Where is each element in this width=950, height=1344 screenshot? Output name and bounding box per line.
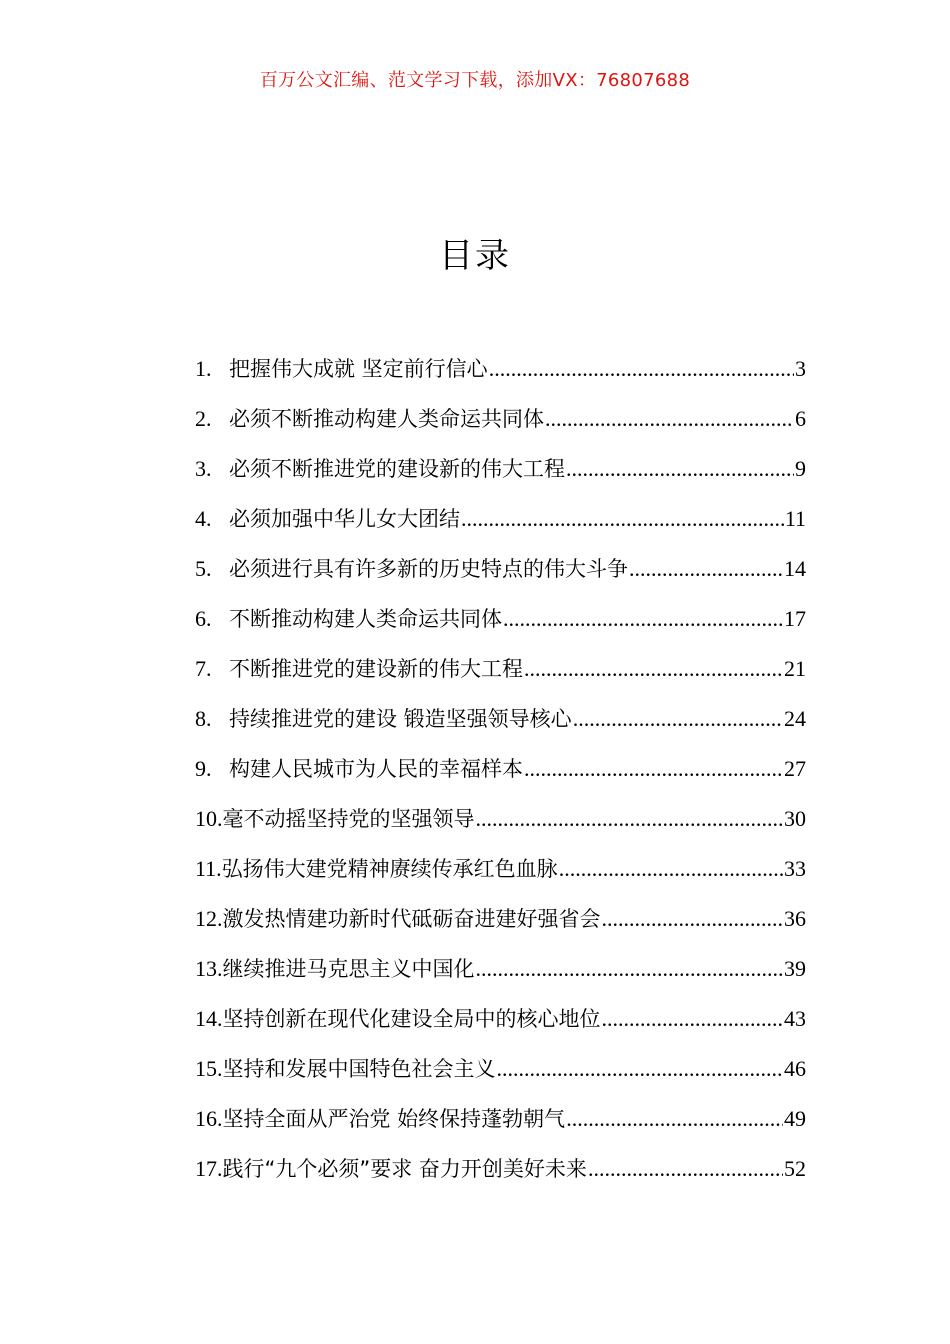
toc-entry-title: 必须不断推动构建人类命运共同体 (229, 407, 544, 431)
toc-entry-3[interactable] (195, 436, 806, 486)
toc-page-number: 52 (784, 1156, 806, 1181)
toc-dot-leader (545, 402, 794, 436)
toc-entry-number: 4. (195, 506, 212, 531)
toc-dot-leader (476, 802, 784, 836)
toc-entry-title: 必须不断推进党的建设新的伟大工程 (229, 457, 565, 481)
toc-entry-15[interactable] (195, 1036, 806, 1086)
toc-page-number: 43 (784, 1006, 806, 1031)
header-watermark-text: 百万公文汇编、范文学习下载，添加VX：76807688 (259, 70, 691, 91)
toc-dot-leader (489, 352, 794, 386)
toc-entry-8[interactable] (195, 686, 806, 736)
toc-page-number: 17 (784, 606, 806, 631)
toc-page-number: 24 (784, 706, 806, 731)
toc-dot-leader (559, 852, 783, 886)
toc-page-number: 49 (784, 1106, 806, 1131)
toc-entry-number: 12. (195, 906, 223, 931)
toc-page-number: 27 (784, 756, 806, 781)
toc-entry-12[interactable] (195, 886, 806, 936)
toc-entry-number: 7. (195, 656, 212, 681)
toc-entry-title: 持续推进党的建设 锻造坚强领导核心 (229, 707, 572, 731)
toc-entry-7[interactable] (195, 636, 806, 686)
toc-entry-number: 15. (195, 1056, 223, 1081)
toc-dot-leader (503, 602, 783, 636)
toc-entry-title: 构建人民城市为人民的幸福样本 (229, 757, 523, 781)
toc-entry-14[interactable] (195, 986, 806, 1036)
toc-entry-title: 毫不动摇坚持党的坚强领导 (222, 807, 475, 831)
toc-dot-leader (602, 1002, 784, 1036)
toc-entry-number: 9. (195, 756, 212, 781)
toc-entry-number: 11. (195, 856, 222, 881)
toc-page-number: 3 (795, 356, 806, 381)
toc-page-number: 6 (795, 406, 806, 431)
toc-dot-leader (524, 652, 783, 686)
toc-entry-number: 6. (195, 606, 212, 631)
toc-page-number: 21 (784, 656, 806, 681)
toc-entry-number: 14. (195, 1006, 223, 1031)
toc-entry-number: 8. (195, 706, 212, 731)
toc-entry-title: 必须进行具有许多新的历史特点的伟大斗争 (229, 557, 628, 581)
toc-dot-leader (476, 952, 784, 986)
toc-dot-leader (602, 902, 784, 936)
toc-entry-title: 不断推进党的建设新的伟大工程 (229, 657, 523, 681)
toc-entry-title: 践行“九个必须”要求 奋力开创美好未来 (222, 1157, 587, 1181)
toc-entry-number: 13. (195, 956, 223, 981)
toc-dot-leader (524, 752, 783, 786)
toc-entry-number: 5. (195, 556, 212, 581)
toc-entry-11[interactable] (195, 836, 806, 886)
toc-page-number: 30 (784, 806, 806, 831)
toc-page-number: 9 (795, 456, 806, 481)
toc-entry-number: 16. (195, 1106, 223, 1131)
toc-entry-title: 必须加强中华儿女大团结 (229, 507, 460, 531)
toc-dot-leader (461, 502, 784, 536)
toc-dot-leader (629, 552, 783, 586)
toc-page-number: 33 (784, 856, 806, 881)
toc-entry-2[interactable] (195, 386, 806, 436)
table-of-contents (195, 336, 806, 1186)
toc-entry-number: 17. (195, 1156, 223, 1181)
toc-entry-9[interactable] (195, 736, 806, 786)
toc-page-number: 14 (784, 556, 806, 581)
toc-entry-title: 坚持和发展中国特色社会主义 (222, 1057, 496, 1081)
toc-entry-title: 激发热情建功新时代砥砺奋进建好强省会 (222, 907, 601, 931)
toc-entry-title: 继续推进马克思主义中国化 (222, 957, 475, 981)
toc-entry-6[interactable] (195, 586, 806, 636)
toc-entry-16[interactable] (195, 1086, 806, 1136)
toc-entry-title: 弘扬伟大建党精神赓续传承红色血脉 (221, 857, 558, 881)
toc-entry-13[interactable] (195, 936, 806, 986)
toc-entry-title: 坚持全面从严治党 始终保持蓬勃朝气 (222, 1107, 566, 1131)
toc-entry-title: 不断推动构建人类命运共同体 (229, 607, 502, 631)
toc-page-number: 11 (784, 506, 806, 531)
toc-entry-1[interactable] (195, 336, 806, 386)
toc-entry-title: 坚持创新在现代化建设全局中的核心地位 (222, 1007, 601, 1031)
toc-entry-title: 把握伟大成就 坚定前行信心 (229, 357, 488, 381)
toc-entry-4[interactable] (195, 486, 806, 536)
toc-dot-leader (566, 452, 794, 486)
toc-entry-10[interactable] (195, 786, 806, 836)
toc-page-number: 39 (784, 956, 806, 981)
toc-entry-number: 10. (195, 806, 223, 831)
toc-dot-leader (573, 702, 783, 736)
toc-entry-17[interactable] (195, 1136, 806, 1186)
toc-dot-leader (497, 1052, 784, 1086)
toc-dot-leader (588, 1152, 783, 1186)
toc-entry-number: 1. (195, 356, 212, 381)
toc-dot-leader (566, 1102, 783, 1136)
page-title: 目录 (439, 236, 511, 276)
toc-entry-number: 3. (195, 456, 212, 481)
toc-entry-5[interactable] (195, 536, 806, 586)
toc-entry-number: 2. (195, 406, 212, 431)
toc-page-number: 36 (784, 906, 806, 931)
toc-page-number: 46 (784, 1056, 806, 1081)
